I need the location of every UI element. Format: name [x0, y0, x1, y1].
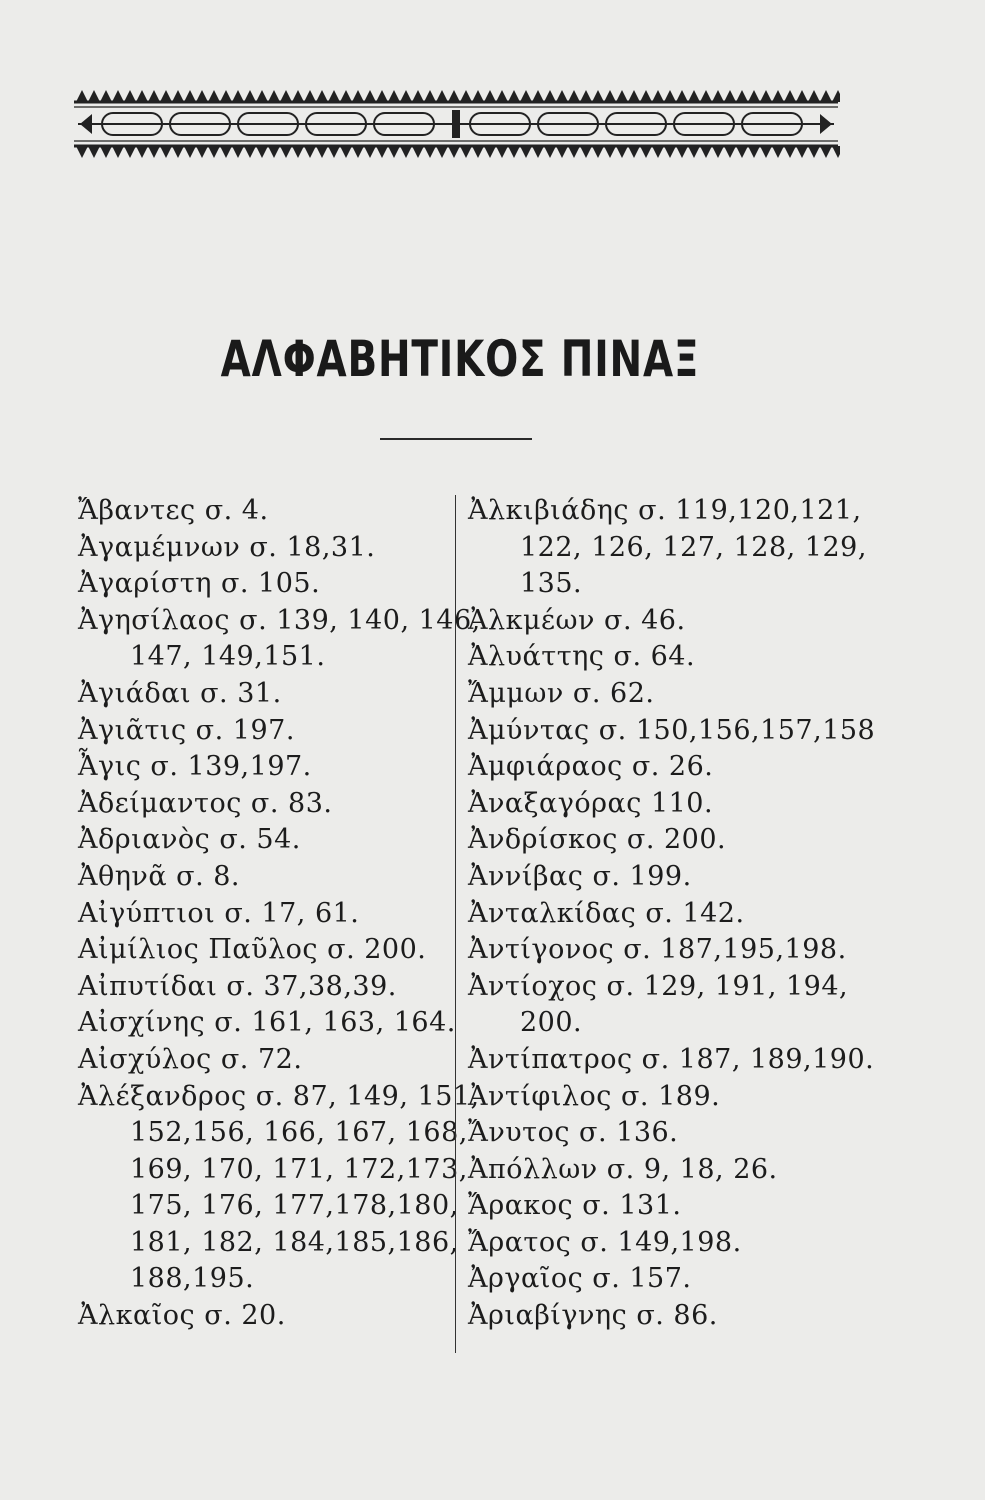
index-entry: Ἀντίγονος σ. 187,195,198.: [468, 934, 847, 966]
index-entry: Ἀννίβας σ. 199.: [468, 860, 692, 892]
index-entry: Ἀργαῖος σ. 157.: [468, 1263, 692, 1295]
index-entry: Ἀδείμαντος σ. 83.: [78, 787, 333, 819]
index-column-right: [468, 493, 876, 1335]
index-entry: Ἀγαρίστη σ. 105.: [78, 568, 321, 600]
index-entry-continuation: 169, 170, 171, 172,173,: [130, 1153, 468, 1185]
index-entry: Ἀγησίλαος σ. 139, 140, 146,: [78, 604, 481, 636]
index-column-left: [78, 493, 481, 1335]
index-entry-continuation: 122, 126, 127, 128, 129,: [520, 531, 867, 563]
index-entry-continuation: 188,195.: [130, 1263, 255, 1295]
index-entry: Ἄρακος σ. 131.: [468, 1190, 682, 1222]
index-entry: Ἀριαβίγνης σ. 86.: [468, 1300, 718, 1332]
index-entry: Ἄμμων σ. 62.: [468, 677, 655, 709]
index-entry: Ἀλκαῖος σ. 20.: [78, 1300, 286, 1332]
index-entry-continuation: 200.: [520, 1007, 583, 1039]
title-underline: [380, 438, 532, 440]
index-entry: Ἀντίφιλος σ. 189.: [468, 1080, 721, 1112]
index-entry: Ἀγιᾶτις σ. 197.: [78, 714, 295, 746]
index-entry: Ἀμύντας σ. 150,156,157,158: [468, 714, 876, 746]
index-entry-continuation: 181, 182, 184,185,186,: [130, 1226, 459, 1258]
index-entry: Ἀγαμέμνων σ. 18,31.: [78, 531, 376, 563]
index-entry: Ἀλέξανδρος σ. 87, 149, 151,: [78, 1080, 480, 1112]
index-entry: Ἀμφιάραος σ. 26.: [468, 751, 714, 783]
index-entry-continuation: 152,156, 166, 167, 168,: [130, 1117, 468, 1149]
index-entry: Ἀλκιβιάδης σ. 119,120,121,: [468, 495, 862, 526]
index-entry: Ἀδριανὸς σ. 54.: [78, 824, 301, 856]
index-entry: Ἆγις σ. 139,197.: [78, 751, 312, 783]
index-entry-continuation: 147, 149,151.: [130, 641, 326, 673]
index-entry: Ἀλκμέων σ. 46.: [468, 604, 686, 636]
index-entry: Αἰμίλιος Παῦλος σ. 200.: [78, 934, 427, 966]
index-entry: Αἰγύπτιοι σ. 17, 61.: [78, 897, 360, 929]
chain-ornament-header: [72, 86, 840, 162]
page-title: ΑΛΦΑΒΗΤΙΚΟΣ ΠΙΝΑΞ: [220, 330, 700, 388]
index-entry: Ἀντίοχος σ. 129, 191, 194,: [468, 970, 849, 1002]
index-entry: Ἀγιάδαι σ. 31.: [78, 677, 282, 709]
index-entry: Ἀντίπατρος σ. 187, 189,190.: [468, 1043, 875, 1075]
column-divider: [455, 495, 456, 1353]
index-entry: Αἰσχίνης σ. 161, 163, 164.: [78, 1007, 456, 1039]
index-entry-continuation: 135.: [520, 568, 583, 600]
index-entry: Ἀπόλλων σ. 9, 18, 26.: [468, 1153, 778, 1185]
index-entry: Ἀνταλκίδας σ. 142.: [468, 897, 745, 929]
index-entry: Ἄβαντες σ. 4.: [78, 495, 269, 526]
index-entry: Αἰσχύλος σ. 72.: [78, 1043, 303, 1075]
index-entry: Ἄρατος σ. 149,198.: [468, 1226, 742, 1258]
index-entry: Ἄνυτος σ. 136.: [468, 1117, 679, 1149]
index-entry: Ἀνδρίσκος σ. 200.: [468, 824, 727, 856]
index-entry: Ἀναξαγόρας 110.: [468, 787, 714, 819]
index-entry: Αἰπυτίδαι σ. 37,38,39.: [78, 970, 397, 1002]
index-entry: Ἀλυάττης σ. 64.: [468, 641, 696, 673]
index-entry: Ἀθηνᾶ σ. 8.: [78, 860, 241, 892]
index-entry-continuation: 175, 176, 177,178,180,: [130, 1190, 459, 1222]
